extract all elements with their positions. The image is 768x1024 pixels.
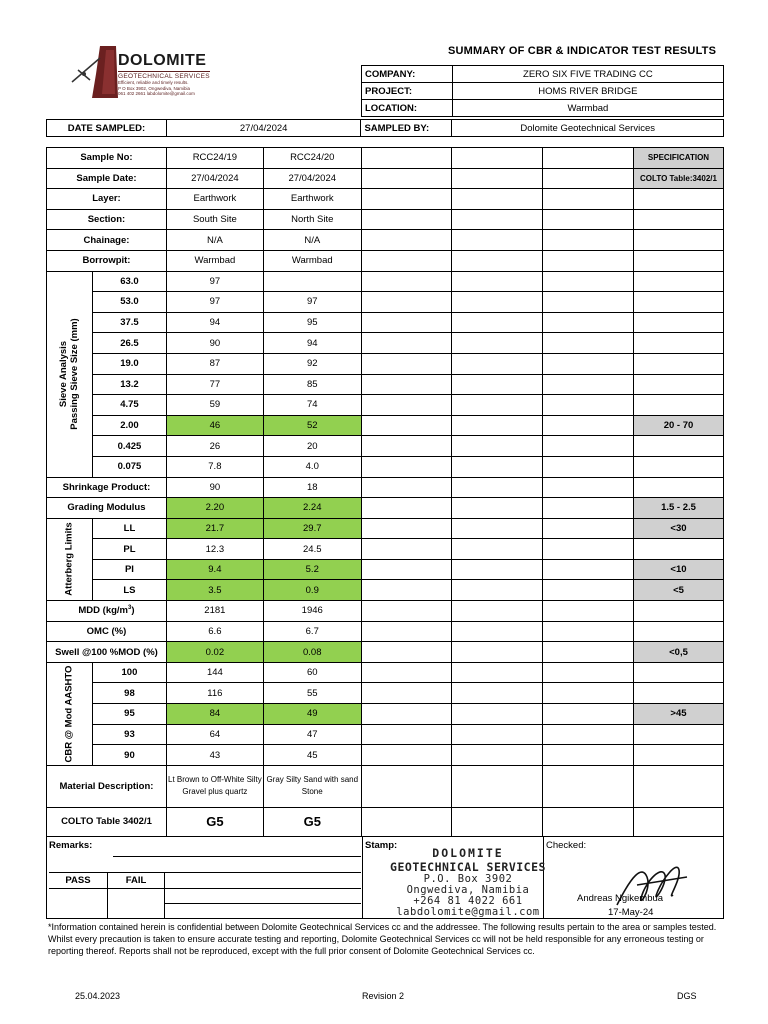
cell: Earthwork: [166, 189, 263, 210]
cell: G5: [263, 807, 361, 836]
table-row: [47, 456, 724, 477]
sieve-size: 37.5: [92, 312, 166, 333]
row-label: Borrowpit:: [47, 250, 167, 271]
cell: 116: [166, 683, 263, 704]
cell: 0.9: [263, 580, 361, 601]
logo-name: DOLOMITE: [118, 52, 207, 69]
sampling-info-table: [46, 119, 724, 137]
table-row: [47, 642, 724, 663]
company-label: COMPANY:: [362, 66, 453, 83]
cell: 5.2: [263, 559, 361, 580]
sampled-by-value: Dolomite Geotechnical Services: [452, 120, 724, 137]
cell: RCC24/19: [166, 148, 263, 169]
cell: 47: [263, 724, 361, 745]
cell: 43: [166, 745, 263, 766]
row-label: PI: [92, 559, 166, 580]
stamp-line: labdolomite@gmail.com: [396, 906, 540, 918]
sieve-group-subtitle: Passing Sieve Size (mm): [69, 318, 81, 430]
checker-name: Andreas Ngikembua: [577, 893, 664, 904]
sieve-size: 26.5: [92, 333, 166, 354]
sieve-group-label: [47, 271, 93, 477]
spec-cell: <5: [633, 580, 723, 601]
mdd-label-end: ): [131, 605, 135, 617]
footer-date: 25.04.2023: [75, 991, 121, 1001]
stamp-line: +264 81 4022 661: [413, 895, 523, 907]
spec-heading: SPECIFICATION: [633, 148, 723, 169]
cell: 0.08: [263, 642, 361, 663]
sieve-size: 63.0: [92, 271, 166, 292]
fail-label: FAIL: [125, 875, 147, 886]
spec-cell: >45: [633, 704, 723, 725]
cell: 2181: [166, 601, 263, 622]
row-label: Layer:: [47, 189, 167, 210]
cell: N/A: [166, 230, 263, 251]
cell: Warmbad: [166, 250, 263, 271]
cell: 12.3: [166, 539, 263, 560]
cell: 7.8: [166, 456, 263, 477]
table-row: [47, 250, 724, 271]
cell: 95: [263, 312, 361, 333]
table-row: [47, 292, 724, 313]
sieve-size: 13.2: [92, 374, 166, 395]
cell: Warmbad: [263, 250, 361, 271]
mdd-superscript: 3: [128, 605, 132, 612]
project-value: HOMS RIVER BRIDGE: [452, 83, 723, 100]
sieve-size: 19.0: [92, 353, 166, 374]
table-row: [47, 312, 724, 333]
test-results-table: [46, 147, 724, 837]
table-row: [47, 498, 724, 519]
table-row: [47, 415, 724, 436]
cell: [263, 271, 361, 292]
table-row: [47, 765, 724, 807]
cell: 144: [166, 662, 263, 683]
row-label: Chainage:: [47, 230, 167, 251]
row-label: 90: [92, 745, 166, 766]
company-value: ZERO SIX FIVE TRADING CC: [452, 66, 723, 83]
cell: 87: [166, 353, 263, 374]
cell: 94: [166, 312, 263, 333]
table-row: [47, 683, 724, 704]
location-label: LOCATION:: [362, 100, 453, 117]
table-row: [47, 601, 724, 622]
row-label: Shrinkage Product:: [47, 477, 167, 498]
spec-cell: 20 - 70: [633, 415, 723, 436]
table-row: [47, 621, 724, 642]
cell: 27/04/2024: [166, 168, 263, 189]
cell: 94: [263, 333, 361, 354]
sieve-size: 4.75: [92, 395, 166, 416]
row-label: OMC (%): [47, 621, 167, 642]
stamp-line: GEOTECHNICAL SERVICES: [390, 860, 546, 874]
table-row: [47, 168, 724, 189]
table-row: [47, 724, 724, 745]
cell: 60: [263, 662, 361, 683]
cell: South Site: [166, 209, 263, 230]
cell: 90: [166, 333, 263, 354]
row-label: PL: [92, 539, 166, 560]
cell: 45: [263, 745, 361, 766]
cell: 64: [166, 724, 263, 745]
cbr-group-label: [47, 662, 93, 765]
table-row: [47, 559, 724, 580]
row-label: LS: [92, 580, 166, 601]
row-label: Sample No:: [47, 148, 167, 169]
stamp-line: DOLOMITE: [432, 846, 504, 860]
project-label: PROJECT:: [362, 83, 453, 100]
report-title: SUMMARY OF CBR & INDICATOR TEST RESULTS: [448, 45, 717, 57]
row-label: 100: [92, 662, 166, 683]
cell: 77: [166, 374, 263, 395]
table-row: [47, 539, 724, 560]
project-info-table: [361, 65, 724, 117]
row-label: 98: [92, 683, 166, 704]
cell: Gray Silty Sand with sand Stone: [263, 765, 361, 807]
date-sampled-label: DATE SAMPLED:: [47, 120, 167, 137]
location-value: Warmbad: [452, 100, 723, 117]
pass-fail-box: [49, 872, 165, 919]
cell: 59: [166, 395, 263, 416]
logo-mark-icon: [70, 44, 120, 100]
cell: 2.24: [263, 498, 361, 519]
atterberg-group-label: [47, 518, 93, 600]
stamp-label: Stamp:: [365, 840, 398, 851]
cell: 84: [166, 704, 263, 725]
cell: 97: [263, 292, 361, 313]
spec-cell: <10: [633, 559, 723, 580]
cell: 1946: [263, 601, 361, 622]
cell: 74: [263, 395, 361, 416]
table-row: [47, 436, 724, 457]
cbr-group-title: CBR @ Mod AASHTO: [63, 665, 75, 763]
checker-date: 17-May-24: [608, 907, 654, 918]
spec-cell: <30: [633, 518, 723, 539]
sieve-size: 53.0: [92, 292, 166, 313]
cell: 46: [166, 415, 263, 436]
row-label: Section:: [47, 209, 167, 230]
row-label: 93: [92, 724, 166, 745]
row-label: Grading Modulus: [47, 498, 167, 519]
cell: 2.20: [166, 498, 263, 519]
mdd-label: MDD (kg/m: [78, 605, 129, 617]
footer-code: DGS: [677, 991, 697, 1001]
row-label: Sample Date:: [47, 168, 167, 189]
cell: 26: [166, 436, 263, 457]
cell: 20: [263, 436, 361, 457]
cell: 6.7: [263, 621, 361, 642]
cell: 90: [166, 477, 263, 498]
table-row: [47, 148, 724, 169]
company-stamp: [388, 846, 548, 918]
cell: 55: [263, 683, 361, 704]
table-row: [47, 662, 724, 683]
cell: 52: [263, 415, 361, 436]
cell: 97: [166, 292, 263, 313]
table-row: [47, 230, 724, 251]
cell: 92: [263, 353, 361, 374]
table-row: [47, 189, 724, 210]
table-row: [47, 374, 724, 395]
spec-table-name: COLTO Table:3402/1: [633, 168, 723, 189]
table-row: [47, 745, 724, 766]
table-row: [47, 580, 724, 601]
cell: 24.5: [263, 539, 361, 560]
cell: 9.4: [166, 559, 263, 580]
sampled-by-label: SAMPLED BY:: [361, 120, 452, 137]
cell: 6.6: [166, 621, 263, 642]
cell: 97: [166, 271, 263, 292]
cell: N/A: [263, 230, 361, 251]
footer-revision: Revision 2: [362, 991, 405, 1001]
cell: Earthwork: [263, 189, 361, 210]
cell: 3.5: [166, 580, 263, 601]
logo-line: 061 402 2661 labdolomite@gmail.com: [118, 91, 195, 96]
checked-label: Checked:: [546, 840, 587, 851]
sign-off-box: [46, 836, 724, 919]
cell: G5: [166, 807, 263, 836]
spec-cell: <0,5: [633, 642, 723, 663]
row-label: Swell @100 %MOD (%): [47, 642, 167, 663]
sieve-size: 2.00: [92, 415, 166, 436]
table-row: [47, 271, 724, 292]
cell: 4.0: [263, 456, 361, 477]
table-row: [47, 353, 724, 374]
table-row: [47, 333, 724, 354]
pass-label: PASS: [65, 875, 91, 886]
sieve-size: 0.075: [92, 456, 166, 477]
row-label: LL: [92, 518, 166, 539]
cell: 27/04/2024: [263, 168, 361, 189]
logo-text: [118, 52, 210, 97]
cell: 29.7: [263, 518, 361, 539]
cell: 18: [263, 477, 361, 498]
cell: 21.7: [166, 518, 263, 539]
logo-line: Efficient, reliable and timely results.: [118, 80, 189, 85]
date-sampled-value: 27/04/2024: [166, 120, 361, 137]
stamp-line: Ongwediva, Namibia: [406, 884, 530, 896]
spec-cell: 1.5 - 2.5: [633, 498, 723, 519]
atterberg-group-title: Atterberg Limits: [63, 522, 75, 597]
cell: 85: [263, 374, 361, 395]
remarks-label: Remarks:: [49, 840, 93, 851]
row-label: COLTO Table 3402/1: [47, 807, 167, 836]
row-label: Material Description:: [47, 765, 167, 807]
table-row: [47, 477, 724, 498]
logo-line: P O Box 3902, Ongwediva, Namibia: [118, 85, 190, 91]
cell: 0.02: [166, 642, 263, 663]
cell: RCC24/20: [263, 148, 361, 169]
row-label: 95: [92, 704, 166, 725]
sieve-size: 0.425: [92, 436, 166, 457]
table-row: [47, 209, 724, 230]
cell: Lt Brown to Off-White Silty Gravel plus quartz: [166, 765, 263, 807]
table-row: [47, 518, 724, 539]
table-row: [47, 704, 724, 725]
row-label: [47, 601, 167, 622]
sieve-group-title: Sieve Analysis: [58, 340, 70, 408]
cell: 49: [263, 704, 361, 725]
table-row: [47, 395, 724, 416]
signature-icon: [607, 855, 697, 913]
logo-subtitle: GEOTECHNICAL SERVICES: [118, 73, 210, 80]
table-row: [47, 807, 724, 836]
cell: North Site: [263, 209, 361, 230]
disclaimer-text: *Information contained herein is confidential between Dolomite Geotechnical Services cc and the addressee. The following results pertain to the area or samples tested. Whilst every precaution is taken to ensure accurate testing and reporting, Dolomite Geotechnical Services cc will not be held responsible for any erroneous testing or reporting thereof. Reports shall not be reproduced, except with the full prior consent of Dolomite Geotechnical Services cc.: [48, 922, 717, 956]
stamp-line: P.O. Box 3902: [423, 873, 513, 885]
